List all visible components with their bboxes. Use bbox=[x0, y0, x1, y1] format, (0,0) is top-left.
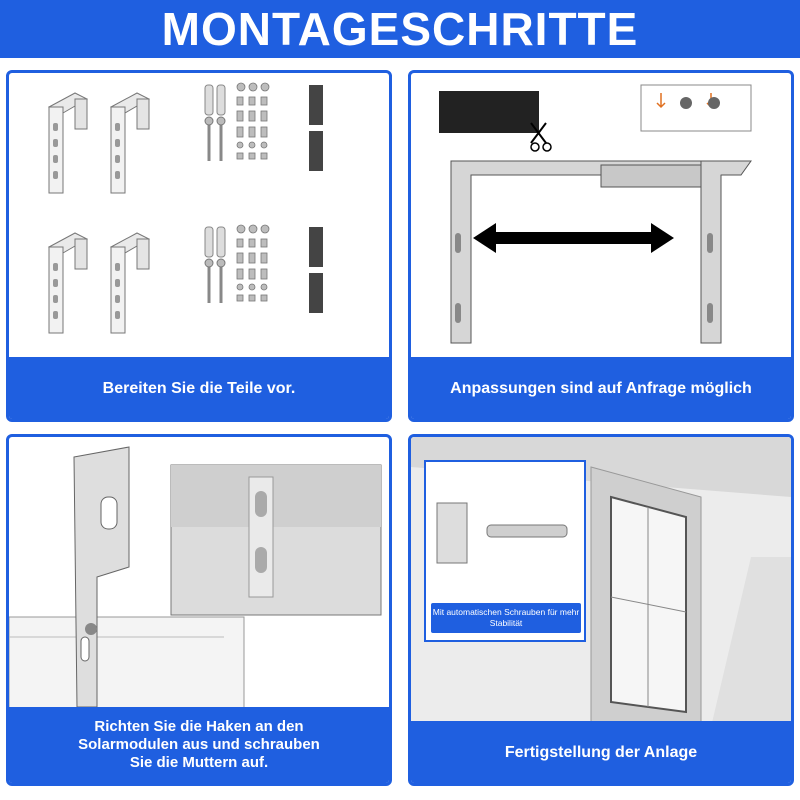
installed-panel-illustration bbox=[411, 437, 791, 727]
hook-alignment-illustration bbox=[9, 437, 389, 707]
inset-label: Mit automatischen Schrauben für mehr Stabilität bbox=[431, 603, 581, 633]
step-caption: Anpassungen sind auf Anfrage möglich bbox=[411, 357, 791, 419]
title-banner bbox=[0, 0, 800, 58]
page-title: MONTAGESCHRITTE bbox=[161, 3, 639, 55]
parts-illustration bbox=[9, 73, 389, 363]
step-panel-finished bbox=[408, 434, 794, 786]
step-caption: Bereiten Sie die Teile vor. bbox=[9, 357, 389, 419]
bracket-adjust-illustration bbox=[411, 73, 791, 363]
double-arrow-icon bbox=[473, 223, 674, 253]
step-caption: Fertigstellung der Anlage bbox=[411, 721, 791, 783]
step-panel-prepare-parts bbox=[6, 70, 392, 422]
step-caption: Richten Sie die Haken an den Solarmodulen aus und schrauben Sie die Muttern auf. bbox=[9, 707, 389, 783]
step-panel-align-hooks bbox=[6, 434, 392, 786]
step-panel-adjustment bbox=[408, 70, 794, 422]
